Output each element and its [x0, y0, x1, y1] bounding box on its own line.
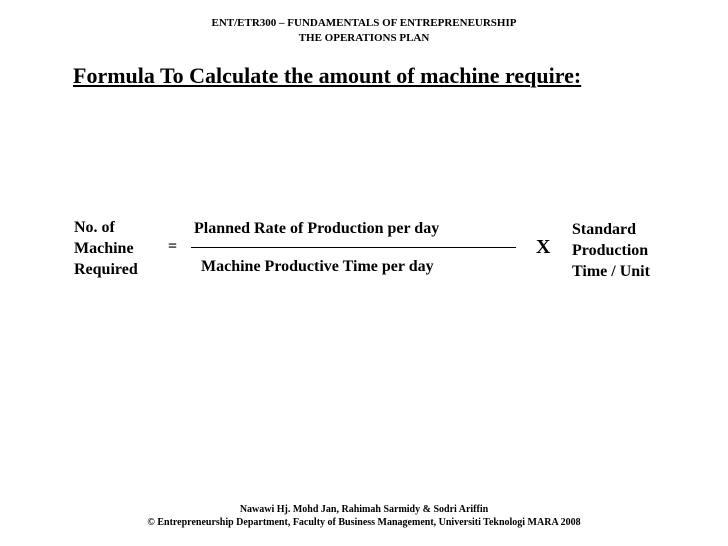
lhs-line-2: Machine [74, 240, 134, 257]
lhs-line-3: Required [74, 261, 138, 278]
formula-rhs [572, 219, 692, 282]
rhs-line-2: Production [572, 242, 649, 259]
footer-copyright: © Entrepreneurship Department, Faculty of Business Management, Universiti Teknologi MARA 2008 [147, 517, 581, 528]
fraction-denominator: Machine Productive Time per day [201, 258, 434, 275]
fraction-numerator: Planned Rate of Production per day [194, 220, 440, 237]
rhs-line-3: Time / Unit [572, 263, 650, 280]
lhs-line-1: No. of [74, 219, 115, 236]
rhs-line-1: Standard [572, 221, 637, 238]
header-chapter: THE OPERATIONS PLAN [298, 32, 430, 44]
fraction-bar [191, 247, 516, 248]
formula-lhs [74, 217, 174, 280]
footer-authors: Nawawi Hj. Mohd Jan, Rahimah Sarmidy & Sodri Ariffin [239, 504, 489, 515]
slide-title: Formula To Calculate the amount of machine require: [73, 63, 582, 88]
header-course: ENT/ETR300 – FUNDAMENTALS OF ENTREPRENEURSHIP [211, 17, 517, 29]
equals-sign: = [168, 238, 178, 255]
multiply-sign: X [536, 236, 551, 258]
